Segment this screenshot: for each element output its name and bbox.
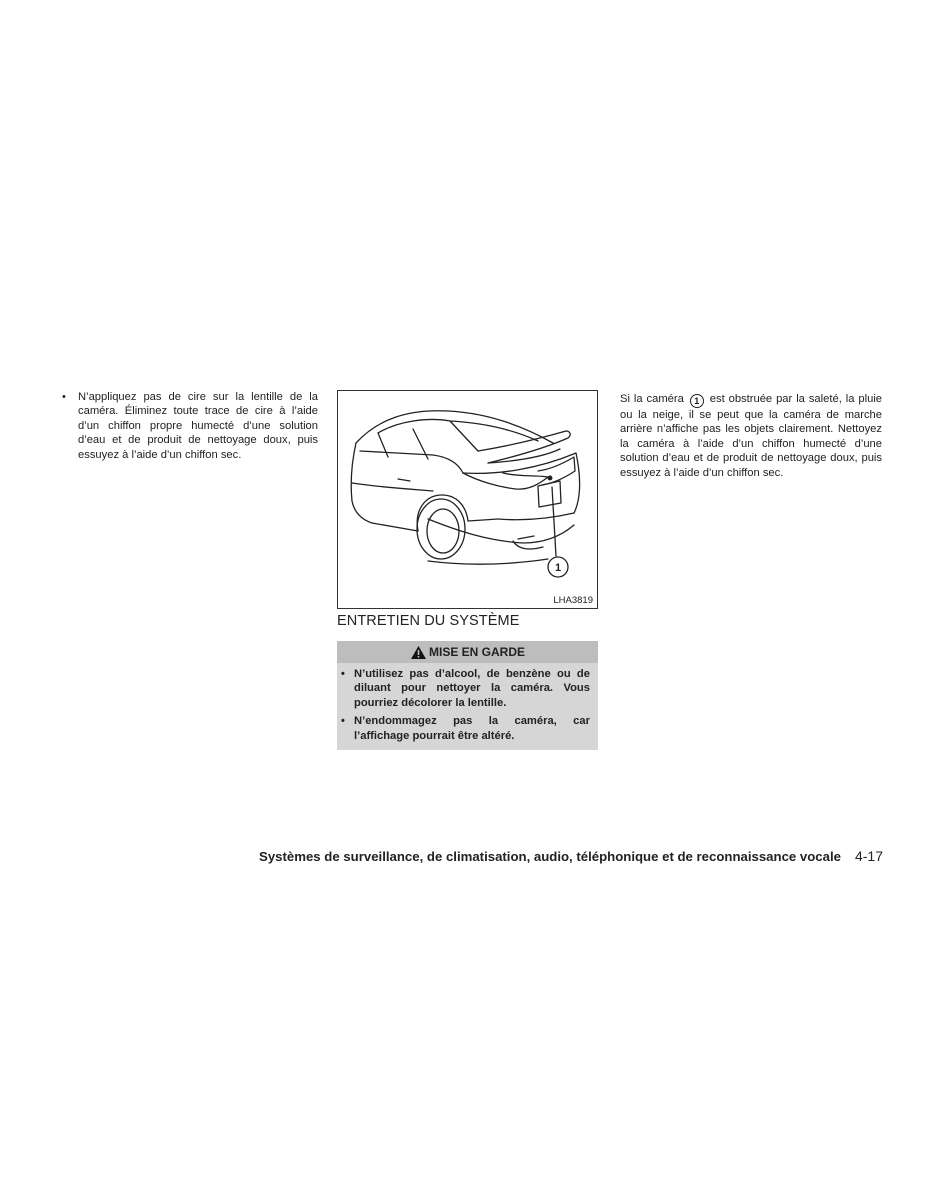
car-rear-drawing bbox=[338, 391, 597, 608]
right-column bbox=[620, 392, 882, 480]
warning-box bbox=[337, 641, 598, 750]
page-number: 4-17 bbox=[854, 848, 883, 864]
bullet: • bbox=[341, 715, 345, 728]
paragraph-start: Si la caméra bbox=[620, 393, 684, 405]
bullet: • bbox=[341, 668, 345, 680]
page-footer bbox=[233, 848, 883, 864]
left-column bbox=[62, 390, 318, 462]
paragraph-rest: est obstruée par la saleté, la pluie ou la neige, il se peut que la caméra de marche arrière n’affiche pas les objets clairement. Nettoyez la caméra à l’aide d’un chiffon humecté d’une solution d’eau et de produit de nettoyage doux, puis essuyez à l’aide d’un chiffon sec. bbox=[620, 393, 883, 479]
warning-list bbox=[337, 663, 598, 743]
warning-title: MISE EN GARDE bbox=[428, 645, 525, 659]
car-rear-camera-illustration bbox=[337, 390, 598, 609]
callout-reference: 1 bbox=[690, 394, 704, 408]
section-title: ENTRETIEN DU SYSTÈME bbox=[337, 613, 520, 629]
figure-code: LHA3819 bbox=[553, 595, 593, 606]
warning-item-text: N’endommagez pas la caméra, car l’affichage pourrait être altéré. bbox=[354, 715, 590, 742]
list-item bbox=[62, 390, 318, 462]
warning-header bbox=[337, 641, 598, 663]
chapter-title: Systèmes de surveillance, de climatisation, audio, téléphonique et de reconnaissance vocale bbox=[259, 849, 841, 864]
warning-item-text: N’utilisez pas d’alcool, de benzène ou de diluant pour nettoyer la caméra. Vous pourriez décolorer la lentille. bbox=[354, 668, 590, 709]
bullet-text: N’appliquez pas de cire sur la lentille de la caméra. Éliminez toute trace de cire à l’aide d’un chiffon propre humecté d’une solution d’eau et de produit de nettoyage doux, puis essuyez à l’aide d’un chiffon sec. bbox=[78, 391, 318, 461]
list-item bbox=[341, 714, 590, 743]
callout-number: 1 bbox=[554, 562, 562, 574]
bullet: • bbox=[62, 391, 66, 403]
warning-triangle-icon bbox=[410, 645, 427, 660]
list-item bbox=[341, 667, 590, 710]
